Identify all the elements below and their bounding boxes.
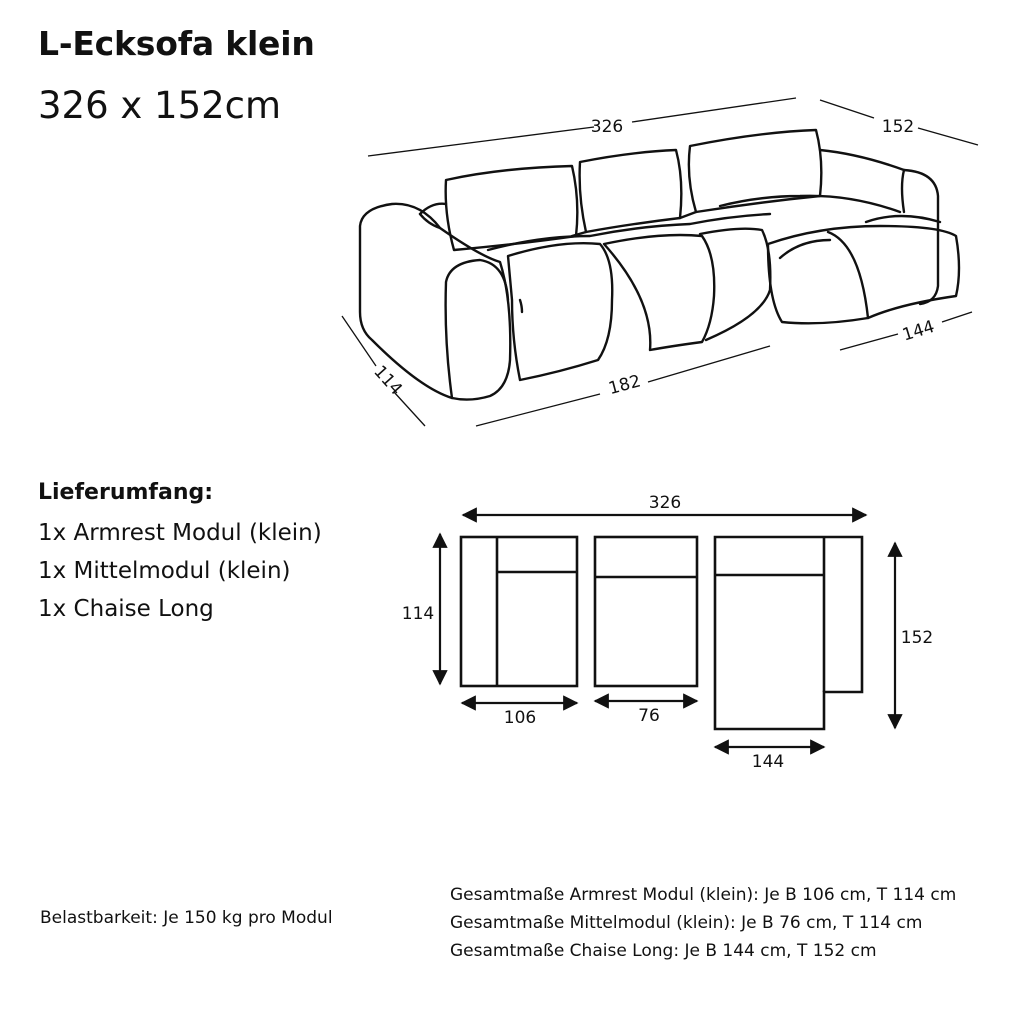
scope-list — [38, 514, 322, 628]
plan-armrest-module — [461, 537, 577, 686]
dimension-specs — [450, 881, 956, 965]
plan-chaise-module — [715, 537, 862, 729]
load-capacity: Belastbarkeit: Je 150 kg pro Modul — [40, 908, 333, 928]
plan-middle-module — [595, 537, 697, 686]
chaise-arm — [904, 170, 938, 304]
sketch-dim-left: 114 — [369, 361, 407, 400]
sketch-dim-width: 326 — [590, 117, 624, 137]
back-cushion-middle — [580, 150, 682, 232]
spec-line: Gesamtmaße Armrest Modul (klein): Je B 106 cm, T 114 cm — [450, 885, 957, 905]
sketch-dim-depth: 152 — [881, 117, 915, 137]
plan-dim-left-height: 114 — [401, 604, 435, 624]
scope-heading: Lieferumfang: — [38, 480, 214, 505]
page-subtitle: 326 x 152cm — [38, 84, 282, 127]
sketch-dim-front: 182 — [606, 371, 643, 400]
spec-line: Gesamtmaße Chaise Long: Je B 144 cm, T 152 cm — [450, 941, 877, 961]
plan-dim-right-height: 152 — [900, 628, 934, 648]
plan-dim-middle-width: 76 — [638, 706, 660, 726]
scope-item: 1x Mittelmodul (klein) — [38, 558, 291, 584]
plan-dim-chaise-width: 144 — [751, 752, 785, 772]
back-frame — [420, 150, 904, 236]
scope-item: 1x Chaise Long — [38, 596, 214, 622]
plan-dim-total-width: 326 — [648, 493, 682, 513]
plan-dim-armrest-width: 106 — [503, 708, 537, 728]
scope-item: 1x Armrest Modul (klein) — [38, 520, 322, 546]
sketch-dim-chaise: 144 — [900, 316, 937, 346]
chaise-seat — [768, 226, 959, 323]
seat-1 — [508, 243, 612, 380]
page-title: L-Ecksofa klein — [38, 24, 315, 63]
spec-line: Gesamtmaße Mittelmodul (klein): Je B 76 cm, T 114 cm — [450, 913, 923, 933]
seat-2 — [604, 235, 714, 350]
